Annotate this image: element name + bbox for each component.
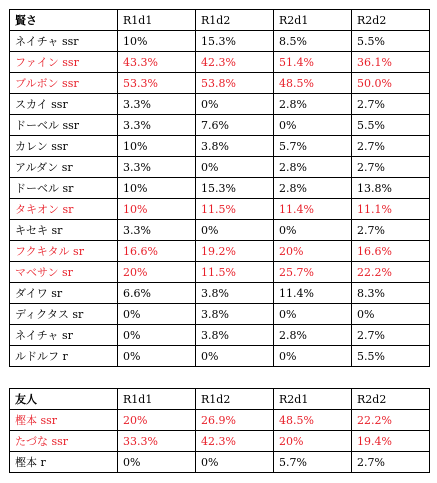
table-cell: 3.8%: [196, 304, 274, 325]
row-label: ルドルフ r: [10, 346, 118, 367]
table-cell: 0%: [118, 346, 196, 367]
row-label: ドーベル sr: [10, 178, 118, 199]
row-label: ブルボン ssr: [10, 73, 118, 94]
table-cell: 36.1%: [352, 52, 430, 73]
row-label: 樫本 r: [10, 452, 118, 473]
table-row: [10, 136, 430, 157]
table-cell: 20%: [274, 431, 352, 452]
table-cell: 0%: [274, 346, 352, 367]
table-cell: 2.8%: [274, 325, 352, 346]
table-row: [10, 452, 430, 473]
table-row: [10, 262, 430, 283]
column-header: R2d1: [274, 389, 352, 410]
table-row: [10, 199, 430, 220]
table-cell: 2.8%: [274, 94, 352, 115]
table-row: [10, 178, 430, 199]
row-label: タキオン sr: [10, 199, 118, 220]
table-cell: 20%: [118, 262, 196, 283]
table-cell: 11.4%: [274, 199, 352, 220]
table-row: [10, 52, 430, 73]
table-cell: 16.6%: [352, 241, 430, 262]
table-cell: 3.3%: [118, 157, 196, 178]
table-cell: 5.5%: [352, 346, 430, 367]
table-cell: 0%: [274, 220, 352, 241]
table-cell: 2.7%: [352, 325, 430, 346]
column-header: R1d2: [196, 389, 274, 410]
intelligence-table: [9, 9, 430, 367]
table-cell: 22.2%: [352, 410, 430, 431]
table-row: [10, 304, 430, 325]
row-label: ディクタス sr: [10, 304, 118, 325]
table-cell: 19.4%: [352, 431, 430, 452]
table-cell: 2.7%: [352, 452, 430, 473]
table-cell: 11.4%: [274, 283, 352, 304]
row-label: たづな ssr: [10, 431, 118, 452]
table-row: [10, 283, 430, 304]
table-cell: 5.7%: [274, 136, 352, 157]
row-label: ダイワ sr: [10, 283, 118, 304]
column-header: R2d1: [274, 10, 352, 31]
table-cell: 42.3%: [196, 431, 274, 452]
table-cell: 2.7%: [352, 220, 430, 241]
table-cell: 20%: [118, 410, 196, 431]
table-cell: 42.3%: [196, 52, 274, 73]
table-cell: 20%: [274, 241, 352, 262]
table-cell: 3.3%: [118, 220, 196, 241]
table-cell: 2.8%: [274, 178, 352, 199]
table-cell: 26.9%: [196, 410, 274, 431]
table-cell: 43.3%: [118, 52, 196, 73]
row-label: カレン ssr: [10, 136, 118, 157]
table-cell: 15.3%: [196, 31, 274, 52]
table-cell: 10%: [118, 199, 196, 220]
row-label: フクキタル sr: [10, 241, 118, 262]
table-cell: 3.3%: [118, 115, 196, 136]
header-row: [10, 389, 430, 410]
row-label: ネイチャ sr: [10, 325, 118, 346]
table-cell: 53.3%: [118, 73, 196, 94]
table-cell: 3.8%: [196, 325, 274, 346]
table-cell: 51.4%: [274, 52, 352, 73]
table-cell: 2.7%: [352, 94, 430, 115]
table-cell: 7.6%: [196, 115, 274, 136]
column-header: R1d1: [118, 10, 196, 31]
table-row: [10, 157, 430, 178]
table-cell: 48.5%: [274, 73, 352, 94]
table-cell: 2.7%: [352, 157, 430, 178]
table-cell: 11.1%: [352, 199, 430, 220]
table-row: [10, 73, 430, 94]
table-cell: 11.5%: [196, 262, 274, 283]
table-cell: 33.3%: [118, 431, 196, 452]
table-cell: 3.8%: [196, 283, 274, 304]
table-cell: 3.3%: [118, 94, 196, 115]
header-row: [10, 10, 430, 31]
row-label: キセキ sr: [10, 220, 118, 241]
table-cell: 2.7%: [352, 136, 430, 157]
table-corner-label: 友人: [10, 389, 118, 410]
table-cell: 3.8%: [196, 136, 274, 157]
table-row: [10, 241, 430, 262]
table-cell: 0%: [118, 325, 196, 346]
row-label: ネイチャ ssr: [10, 31, 118, 52]
table-cell: 53.8%: [196, 73, 274, 94]
table-cell: 5.5%: [352, 31, 430, 52]
table-cell: 0%: [274, 304, 352, 325]
table-cell: 8.5%: [274, 31, 352, 52]
row-label: ドーベル ssr: [10, 115, 118, 136]
friend-table: [9, 388, 430, 473]
table-cell: 0%: [196, 452, 274, 473]
table-cell: 0%: [118, 452, 196, 473]
row-label: スカイ ssr: [10, 94, 118, 115]
table-corner-label: 賢さ: [10, 10, 118, 31]
table-cell: 22.2%: [352, 262, 430, 283]
row-label: マベサン sr: [10, 262, 118, 283]
table-cell: 10%: [118, 178, 196, 199]
table-cell: 0%: [196, 94, 274, 115]
table-row: [10, 115, 430, 136]
table-cell: 50.0%: [352, 73, 430, 94]
table-cell: 0%: [196, 346, 274, 367]
table-cell: 11.5%: [196, 199, 274, 220]
table-cell: 8.3%: [352, 283, 430, 304]
row-label: 樫本 ssr: [10, 410, 118, 431]
table-row: [10, 31, 430, 52]
table-row: [10, 346, 430, 367]
column-header: R2d2: [352, 389, 430, 410]
table-cell: 25.7%: [274, 262, 352, 283]
table-cell: 15.3%: [196, 178, 274, 199]
table-cell: 0%: [196, 220, 274, 241]
table-cell: 0%: [352, 304, 430, 325]
table-row: [10, 410, 430, 431]
table-row: [10, 325, 430, 346]
table-cell: 16.6%: [118, 241, 196, 262]
table-cell: 0%: [118, 304, 196, 325]
table-cell: 5.7%: [274, 452, 352, 473]
column-header: R2d2: [352, 10, 430, 31]
table-cell: 6.6%: [118, 283, 196, 304]
column-header: R1d2: [196, 10, 274, 31]
table-cell: 48.5%: [274, 410, 352, 431]
table-cell: 10%: [118, 136, 196, 157]
column-header: R1d1: [118, 389, 196, 410]
table-row: [10, 220, 430, 241]
table-cell: 0%: [196, 157, 274, 178]
row-label: ファイン ssr: [10, 52, 118, 73]
table-cell: 19.2%: [196, 241, 274, 262]
table-cell: 13.8%: [352, 178, 430, 199]
table-cell: 10%: [118, 31, 196, 52]
row-label: アルダン sr: [10, 157, 118, 178]
table-row: [10, 94, 430, 115]
table-cell: 0%: [274, 115, 352, 136]
table-cell: 2.8%: [274, 157, 352, 178]
table-row: [10, 431, 430, 452]
table-cell: 5.5%: [352, 115, 430, 136]
